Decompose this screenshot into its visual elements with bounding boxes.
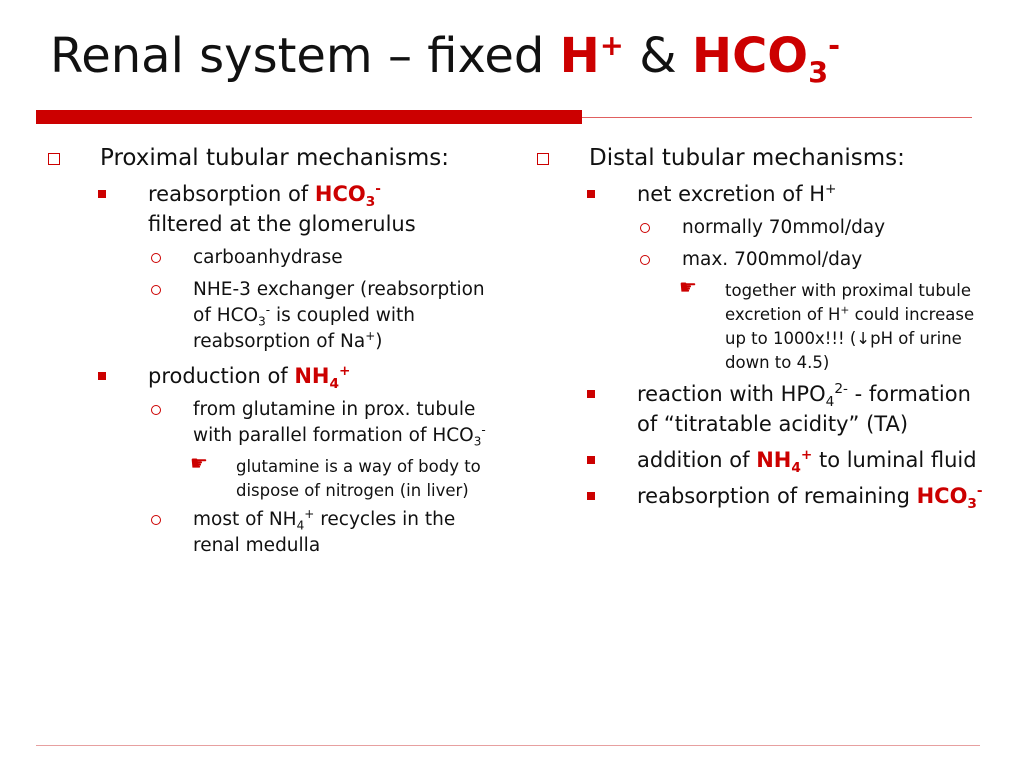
- hpo4-charge: 2-: [834, 381, 848, 397]
- title-text: Renal system – fixed: [50, 28, 560, 84]
- recycle-item: [48, 507, 498, 559]
- nh4-addition-item: [537, 445, 987, 475]
- net-h-charge: +: [825, 181, 837, 197]
- normal-rate-item: [537, 215, 987, 241]
- title-hco-symbol: HCO: [691, 28, 809, 84]
- hpo4-text: reaction with HPO: [637, 382, 826, 406]
- note-h-charge: +: [840, 303, 850, 317]
- max-rate-text: max. 700mmol/day: [682, 249, 863, 270]
- proximal-note-text-2: could increase up to 1000x!!! (: [725, 305, 975, 348]
- nh-subscript: 4: [329, 376, 340, 393]
- hco-symbol: HCO: [314, 182, 366, 206]
- nh-charge: +: [339, 363, 351, 379]
- distal-heading-item: [537, 143, 987, 173]
- right-column: [537, 143, 987, 517]
- circle-bullet: [640, 255, 650, 265]
- remaining-hco3: [916, 483, 983, 513]
- recycle-nh-subscript: 4: [296, 518, 305, 533]
- carboanhydrase-text: carboanhydrase: [193, 247, 343, 268]
- glutamine-note-text: glutamine is a way of body to dispose of nitrogen (in liver): [236, 457, 481, 500]
- nh-symbol: NH: [294, 364, 330, 388]
- circle-bullet: [151, 285, 161, 295]
- title-hco-charge: -: [828, 28, 841, 62]
- hpo4-text-2: - formation of “titratable acidity” (TA): [637, 382, 971, 436]
- title-h-symbol: H: [559, 28, 600, 84]
- hco-charge: -: [375, 181, 381, 197]
- na-charge: +: [365, 328, 376, 343]
- hpo4-reaction-item: [537, 379, 987, 439]
- nh-symbol: NH: [756, 448, 792, 472]
- circle-bullet: [151, 405, 161, 415]
- nhe3-text: NHE-3 exchanger (reabsorption of HCO: [193, 279, 485, 326]
- square-bullet: [98, 372, 106, 380]
- glutamine-hco-charge: -: [481, 422, 486, 437]
- down-arrow-icon: ↓: [856, 329, 871, 348]
- title-underline-thick: [36, 110, 582, 124]
- square-bullet: [587, 390, 595, 398]
- hco-subscript: 3: [967, 496, 977, 513]
- remaining-text: reabsorption of remaining: [637, 484, 917, 508]
- pointing-hand-icon: ☛: [190, 451, 208, 475]
- title-underline-thin: [582, 117, 972, 118]
- title-hco-subscript: 3: [808, 55, 829, 90]
- square-bullet: [98, 190, 106, 198]
- reabsorption-suffix: filtered at the glomerulus: [148, 212, 416, 236]
- proximal-note-item: [537, 275, 987, 375]
- circle-bullet: [151, 253, 161, 263]
- normal-rate-text: normally 70mmol/day: [682, 217, 886, 238]
- pointing-hand-icon: ☛: [679, 275, 697, 299]
- recycle-text-2: recycles in the renal medulla: [193, 509, 456, 556]
- proximal-note-text: together with proximal tubule excretion of H: [725, 281, 971, 324]
- title-hco3: [691, 28, 841, 90]
- production-text: production of: [148, 364, 295, 388]
- circle-bullet: [640, 223, 650, 233]
- hpo4-subscript: 4: [825, 394, 835, 411]
- distal-heading: Distal tubular mechanisms:: [589, 145, 905, 171]
- net-excretion-item: [537, 179, 987, 209]
- hollow-square-bullet: [48, 153, 60, 165]
- reabsorption-hco3: [314, 181, 381, 211]
- left-column: [48, 143, 498, 565]
- hco-symbol: HCO: [916, 484, 968, 508]
- nhe3-item: [48, 277, 498, 355]
- circle-bullet: [151, 515, 161, 525]
- nhe3-hco-subscript: 3: [258, 314, 266, 329]
- glutamine-note-item: [48, 451, 498, 503]
- net-excretion-text: net excretion of H: [637, 182, 825, 206]
- nhe3-hco-charge: -: [265, 302, 271, 317]
- title-ampersand: &: [623, 28, 692, 84]
- reabsorption-item: [48, 179, 498, 239]
- nh-charge: +: [800, 447, 813, 463]
- nh-subscript: 4: [791, 460, 801, 477]
- addition-suffix: to luminal fluid: [812, 448, 977, 472]
- footer-rule: [36, 745, 980, 746]
- production-item: [48, 361, 498, 391]
- hollow-square-bullet: [537, 153, 549, 165]
- nhe3-text-3: ): [375, 331, 383, 352]
- addition-nh4: [756, 447, 813, 477]
- proximal-heading: Proximal tubular mechanisms:: [100, 145, 449, 171]
- remaining-reabsorption-item: [537, 481, 987, 511]
- square-bullet: [587, 456, 595, 464]
- recycle-nh-charge: +: [304, 506, 315, 521]
- title-h: [560, 28, 624, 84]
- carboanhydrase-item: [48, 245, 498, 271]
- glutamine-item: [48, 397, 498, 449]
- title-h-charge: +: [599, 28, 624, 62]
- recycle-text: most of NH: [193, 509, 297, 530]
- glutamine-text: from glutamine in prox. tubule with parallel formation of HCO: [193, 399, 476, 446]
- hco-subscript: 3: [365, 194, 376, 211]
- nhe3-text-2: is coupled with reabsorption of Na: [193, 305, 416, 352]
- hco-charge: -: [976, 483, 983, 499]
- reabsorption-text: reabsorption of: [148, 182, 315, 206]
- addition-text: addition of: [637, 448, 757, 472]
- proximal-note-text-3: pH of urine down to 4.5): [725, 329, 962, 372]
- glutamine-hco-subscript: 3: [473, 434, 482, 449]
- square-bullet: [587, 492, 595, 500]
- square-bullet: [587, 190, 595, 198]
- proximal-heading-item: [48, 143, 498, 173]
- slide-title: [50, 28, 841, 90]
- max-rate-item: [537, 247, 987, 273]
- production-nh4: [294, 363, 351, 393]
